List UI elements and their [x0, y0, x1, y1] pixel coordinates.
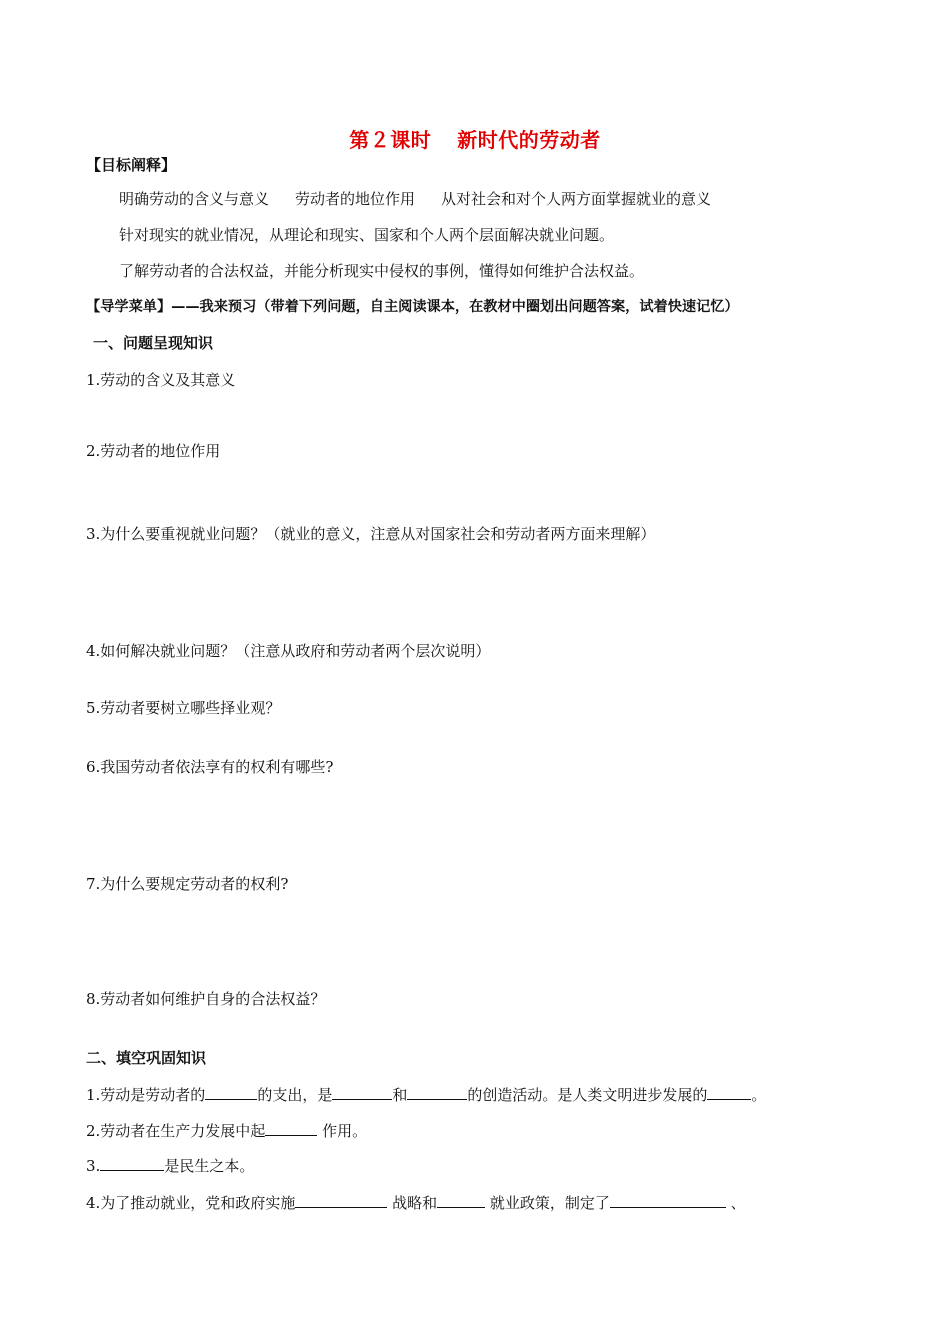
lesson-number: 第２课时 [349, 128, 432, 152]
fill-line-3: 3. 是民生之本。 [86, 1157, 255, 1175]
goal-1b: 劳动者的地位作用 [295, 190, 416, 208]
section2-heading: 二、填空巩固知识 [86, 1049, 207, 1067]
section1-heading: 一、问题呈现知识 [93, 334, 214, 352]
goal-line-1 [119, 188, 711, 209]
blank[interactable] [265, 1121, 317, 1136]
goal-1c: 从对社会和对个人两方面掌握就业的意义 [441, 190, 712, 208]
guide-heading: 【导学菜单】——我来预习（带着下列问题，自主阅读课本，在教材中圈划出问题答案，试着快速记忆） [86, 299, 739, 315]
question-8: 8.劳动者如何维护自身的合法权益？ [86, 990, 326, 1008]
blank[interactable] [205, 1085, 257, 1100]
fill-line-4: 4.为了推动就业，党和政府实施 战略和 就业政策，制定了 、 [86, 1194, 746, 1212]
question-1: 1.劳动的含义及其意义 [86, 371, 236, 389]
fill-line-2: 2.劳动者在生产力发展中起 作用。 [86, 1122, 368, 1140]
goal-line-3: 了解劳动者的合法权益，并能分析现实中侵权的事例，懂得如何维护合法权益。 [119, 262, 645, 280]
question-2: 2.劳动者的地位作用 [86, 442, 221, 460]
blank[interactable] [295, 1193, 387, 1208]
blank[interactable] [437, 1193, 485, 1208]
blank[interactable] [407, 1085, 467, 1100]
question-5: 5.劳动者要树立哪些择业观？ [86, 699, 281, 717]
goal-line-2: 针对现实的就业情况，从理论和现实、国家和个人两个层面解决就业问题。 [119, 226, 615, 244]
blank[interactable] [707, 1085, 751, 1100]
question-3: 3.为什么要重视就业问题？（就业的意义，注意从对国家社会和劳动者两方面来理解） [86, 525, 656, 543]
question-6: 6.我国劳动者依法享有的权利有哪些? [86, 758, 334, 776]
goals-heading: 【目标阐释】 [86, 156, 177, 174]
blank[interactable] [100, 1156, 164, 1171]
fill-line-1: 1.劳动是劳动者的 的支出，是 和 的创造活动。是人类文明进步发展的 。 [86, 1086, 767, 1104]
page-title [0, 124, 950, 153]
question-4: 4.如何解决就业问题？（注意从政府和劳动者两个层次说明） [86, 642, 491, 660]
blank[interactable] [610, 1193, 726, 1208]
question-7: 7.为什么要规定劳动者的权利? [86, 875, 289, 893]
goal-1a: 明确劳动的含义与意义 [119, 190, 270, 208]
lesson-name: 新时代的劳动者 [457, 128, 601, 152]
blank[interactable] [332, 1085, 392, 1100]
